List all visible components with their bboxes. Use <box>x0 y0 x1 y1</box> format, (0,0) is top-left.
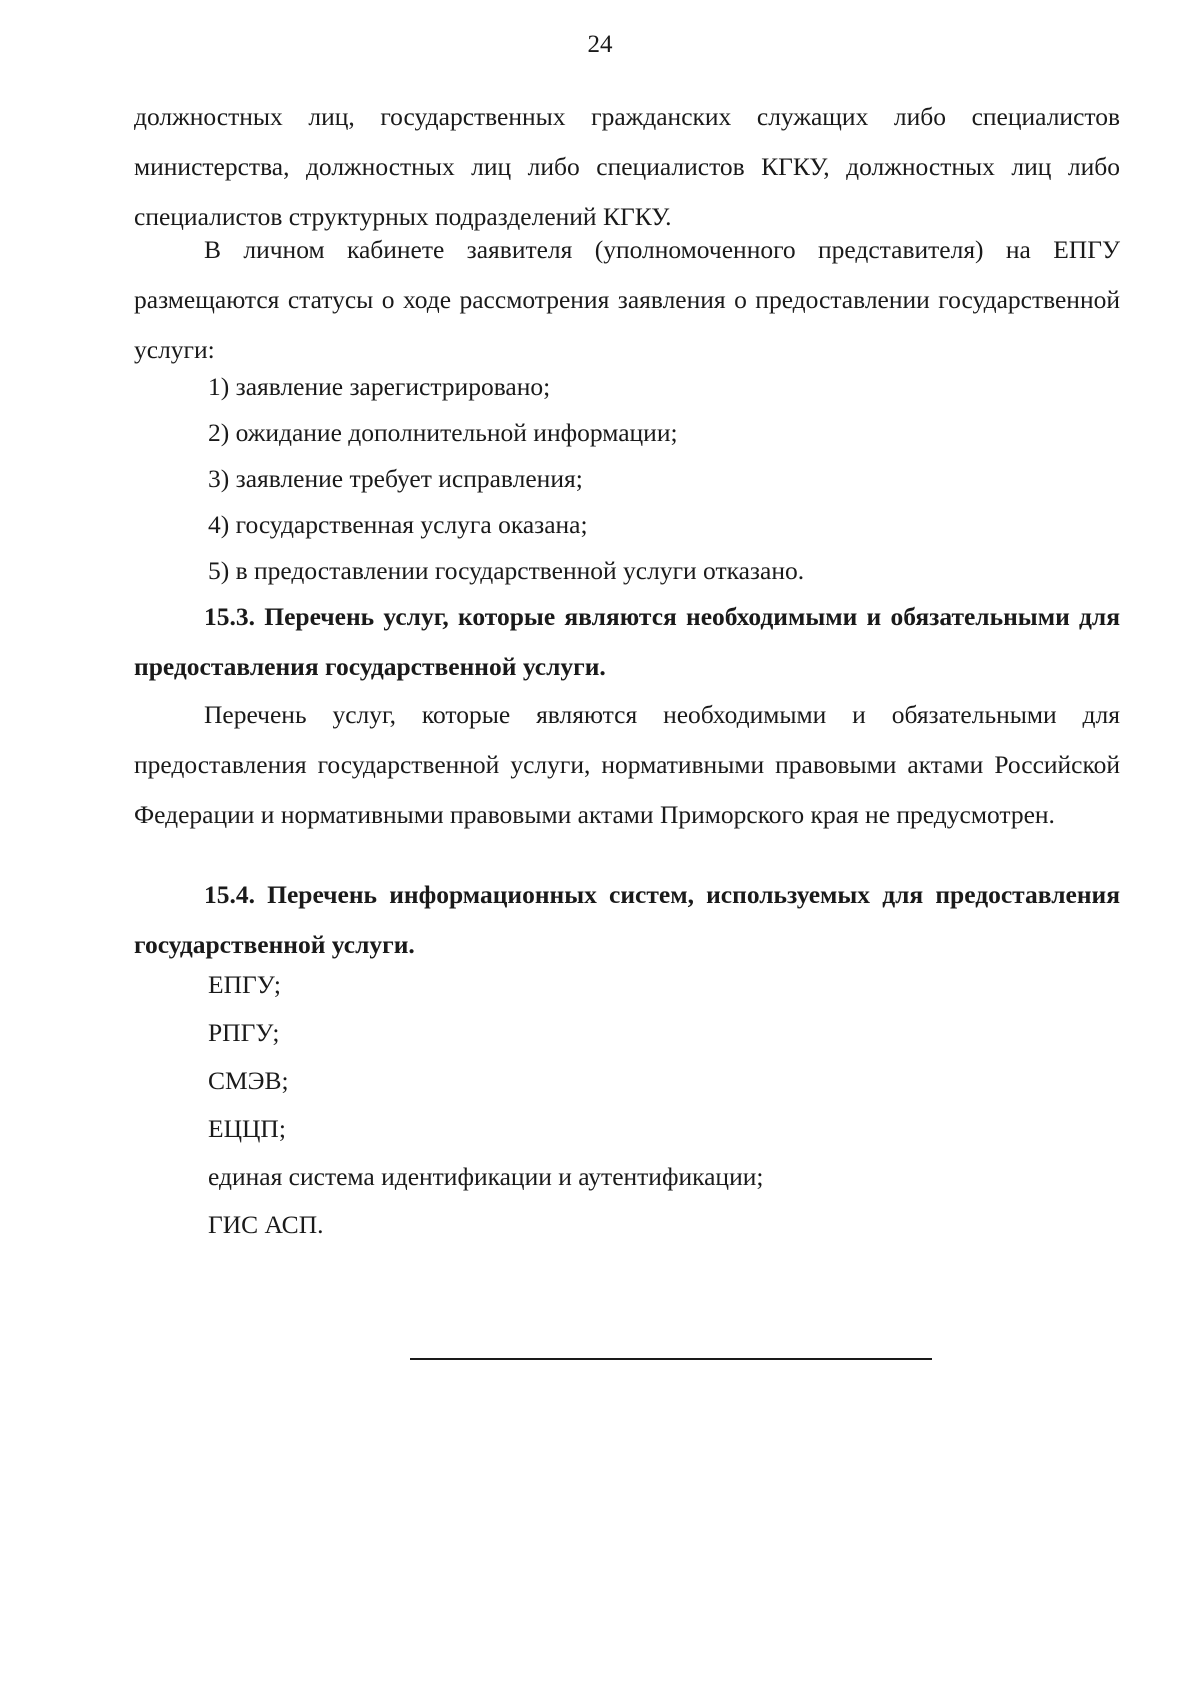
section-15-3-text: Перечень услуг, которые являются необходимыми и обязательными для предоставления государственной услуги, нормативными правовыми актами Российской Федерации и нормативными правовыми актами Приморского края не предусмотрен. <box>134 700 1120 829</box>
status-item-1: 1) заявление зарегистрировано; <box>208 372 551 401</box>
end-of-document-rule <box>410 1358 932 1360</box>
status-item-5: 5) в предоставлении государственной услуги отказано. <box>208 556 805 585</box>
paragraph-personal-cabinet: В личном кабинете заявителя (уполномоченного представителя) на ЕПГУ размещаются статусы о ходе рассмотрения заявления о предоставлении государственной услуги: <box>134 235 1120 364</box>
system-item-esia: единая система идентификации и аутентификации; <box>208 1162 764 1191</box>
paragraph-continuation: должностных лиц, государственных гражданских служащих либо специалистов министерства, должностных лиц либо специалистов КГКУ, должностных лиц либо специалистов структурных подразделений КГКУ. <box>134 102 1120 231</box>
status-item-3: 3) заявление требует исправления; <box>208 464 583 493</box>
section-15-3-heading: 15.3. Перечень услуг, которые являются необходимыми и обязательными для предоставления государственной услуги. <box>134 602 1120 681</box>
section-15-4-heading: 15.4. Перечень информационных систем, используемых для предоставления государственной услуги. <box>134 880 1120 959</box>
system-item-smev: СМЭВ; <box>208 1066 289 1095</box>
system-item-rpgu: РПГУ; <box>208 1018 280 1047</box>
status-item-4: 4) государственная услуга оказана; <box>208 510 588 539</box>
system-item-gis-asp: ГИС АСП. <box>208 1210 324 1239</box>
system-item-ecsp: ЕЦЦП; <box>208 1114 286 1143</box>
page-number: 24 <box>587 31 613 58</box>
system-item-epgu: ЕПГУ; <box>208 970 281 999</box>
status-item-2: 2) ожидание дополнительной информации; <box>208 418 678 447</box>
